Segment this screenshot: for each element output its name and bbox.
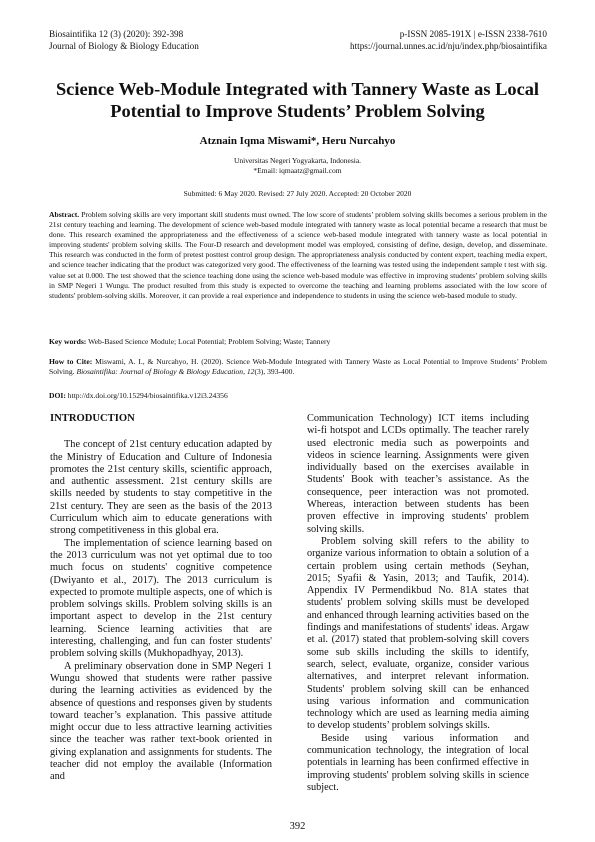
running-header-right [350,28,547,52]
body-paragraph: Communication Technology) ICT items including wi-fi hotspot and LCDs optimally. The teacher rarely used electronic media such as powerpoints and videos in science learning. Assignments were given individually based on the exercises available in Students' Book with teacher’s assistance. As the consequence, peer interaction was not promoted. Whereas, interaction between students has been proven effective in improving students' problem solving skills. [307,413,529,535]
keywords-text: Web-Based Science Module; Local Potential; Problem Solving; Waste; Tannery [88,337,331,346]
paper-title [40,79,555,122]
body-paragraph: The concept of 21st century education adapted by the Ministry of Education and Culture of Indonesia promotes the 21st century skills, scientific approach, and authentic assessment. 21st century skills are skills needed by students to stay competitive in the 21st century. They are seen as the basis of the 2013 Curriculum which aim to educate generations with strong competitiveness in this global era. [50,439,272,537]
journal-volume: Biosaintifika 12 (3) (2020): 392-398 [49,29,184,39]
affiliation: Universitas Negeri Yogyakarta, Indonesia. [233,156,362,165]
citation-volume: 12 [246,367,255,377]
abstract-label: Abstract. [49,210,80,219]
doi-label: DOI: [49,391,66,400]
citation-pages: (3), 393-400. [254,367,295,377]
journal-issn: p-ISSN 2085-191X | e-ISSN 2338-7610 [399,29,547,39]
citation-journal: Biosaintifika: Journal of Biology & Biology Education [76,367,244,377]
body-column-left [50,413,272,784]
submission-dates: Submitted: 6 May 2020. Revised: 27 July 2020. Accepted: 20 October 2020 [183,189,412,198]
abstract-text: Problem solving skills are very important skill students must owned. The low score of students’ problem solving skills becomes a serious problem in the 21st century teaching and learning. The development of science web-based module integrated with tannery waste as local potential became a research that must be done. This research examined the appropriateness and the effectiveness of a science web-based module integrated with tannery waste as local potential in improving students' problem solving skills. The Four-D research and development model was employed, consisting of define, design, develop, and disseminate. This research was conducted in the form of pretest posttest control group design. The appropriateness analysis conducted by content expert, teaching media expert, and science teacher indicating that the product was categorized very good. The effectiveness of the learning was tested using the independent sample t test with sig. value set at 0.000. The test showed that the science teaching done using the science web-based module was effective in improving students’ problem solving skills in SMP Negeri 1 Wungu. The product resulted from this study is expected to overcome the teaching and learning problems associated with the low score of students' problem-solving skills. Moreover, it can provide a real experience and independence to students in using the science web-based module to study. [49,210,547,300]
body-paragraph: Problem solving skill refers to the ability to organize various information to obtain a solution of a certain problem using certain methods (Seyhan, 2015; Syafii & Yasin, 2013; and Taufik, 2014). Appendix IV Permendikbud No. 81A states that students' problem solving skills must be developed and enhanced through learning activities based on the findings and manifestations of students' ideas. Argaw et al. (2017) stated that problem-solving skill covers some sub skills including the skills to identify, search, select, evaluate, organize, consider various alternatives, and interpret relevant information. Students' problem solving skill can be enhanced using various information and communication technology which are used as learning media aiming to develop students’ problem solvings skills. [307,535,529,732]
doi [49,391,547,401]
abstract [49,210,547,301]
keywords [49,337,547,347]
page-number: 392 [289,821,306,832]
author-affiliation-block [0,156,595,176]
doi-link[interactable]: http://dx.doi.org/10.15294/biosaintifika.v12i3.24356 [67,391,228,400]
citation-text: Miswami, A. I., & Nurcahyo, H. (2020). Science Web-Module Integrated with Tannery Waste as Local Potential to Improve Students’ Problem Solving. [49,357,547,377]
paper-title-line-2: Potential to Improve Students’ Problem Solving [110,100,485,121]
running-header-left [49,28,199,52]
journal-name: Journal of Biology & Biology Education [49,41,199,51]
corresponding-email[interactable]: *Email: iqmaatz@gmail.com [253,166,342,175]
how-to-cite-label: How to Cite: [49,357,93,366]
journal-url[interactable]: https://journal.unnes.ac.id/nju/index.php/biosaintifika [350,41,547,51]
how-to-cite [49,357,547,377]
body-paragraph: A preliminary observation done in SMP Negeri 1 Wungu showed that students were rather passive during the learning activities as evidenced by the absence of questions and responses given by students toward teacher’s explanation. This passive attitude might occur due to less attractive learning activities since the teacher was rather text-book oriented in giving explanation and assignments for students. The teacher did not employ the available (Information and [50,660,272,783]
keywords-label: Key words: [49,337,87,346]
paper-title-line-1: Science Web-Module Integrated with Tannery Waste as Local [55,79,540,99]
body-column-right [307,413,529,794]
citation-separator: , [243,367,247,377]
body-paragraph: The implementation of science learning based on the 2013 curriculum was not yet optimal due to too much focus on students' cognitive competence (Dwiyanto et al., 2017). The 2013 curriculum is expected to promote multiple aspects, one of which is problem solvings skills. Problem solving skills is an important aspect to develop in the 21st century learning. Science learning activities that are interesting, challenging, and fun can foster students' problem solving skills (Mukhopadhyay, 2013). [50,537,272,660]
section-heading-introduction: INTRODUCTION [50,413,135,424]
paper-authors: Atznain Iqma Miswami*, Heru Nurcahyo [199,135,396,147]
body-paragraph: Beside using various information and communication technology, the integration of local potentials in learning has been confirmed effective in improving students' problem solving skills in science subject. [307,732,529,793]
